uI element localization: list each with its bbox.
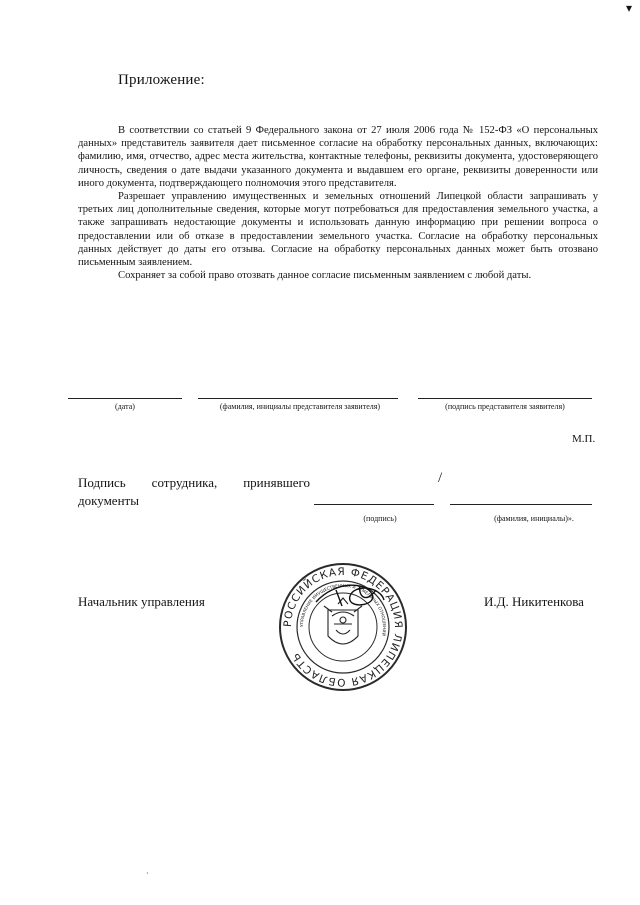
seal-outer-text: РОССИЙСКАЯ ФЕДЕРАЦИЯ ЛИПЕЦКАЯ ОБЛАСТЬ (281, 565, 405, 689)
signature-separator: / (438, 470, 443, 486)
name-caption: (фамилия, инициалы представителя заявителя) (219, 402, 381, 411)
paragraph-consent: В соответствии со статьей 9 Федерального закона от 27 июля 2006 года № 152-ФЗ «О персональных данных» представитель заявителя дает письменное согласие на обработку персональных данных, включающих: фамилию, имя, отчество, адрес места жительства, контактные телефоны, реквизиты документа, удостоверяющего личность, сведения о дате выдачи указанного документа и выдавшем его органе, реквизиты доверенности или иного документа, подтверждающего полномочия этого представителя. (78, 125, 598, 189)
stamp-place-label: М.П. (572, 433, 596, 445)
position-title: Начальник управления (78, 594, 205, 609)
signature-caption: (подпись представителя заявителя) (445, 402, 565, 411)
signature-line (418, 398, 592, 399)
official-name: И.Д. Никитенкова (484, 594, 584, 609)
scan-speck: · (146, 869, 149, 878)
paragraph-permission: Разрешает управлению имущественных и земельных отношений Липецкой области запрашивать у третьих лиц дополнительные сведения, которые могут потребоваться для предоставления земельного участка, а также запрашивать недостающие документы и использовать данную информацию при решении вопроса о предоставлении или об отказе в предоставлении земельного участка. Согласие на обработку персональных данных действует до даты его отзыва. Согласие на обработку персональных данных может быть отозвано письменным заявлением. (78, 191, 598, 269)
staff-name-caption: (фамилия, инициалы)». (494, 514, 574, 523)
name-line (198, 398, 398, 399)
date-line (68, 398, 182, 399)
paragraph-revocation: Сохраняет за собой право отозвать данное согласие письменным заявлением с любой даты. (118, 270, 532, 282)
staff-signature-line (314, 504, 434, 505)
seal-inner-text: УПРАВЛЕНИЕ ИМУЩЕСТВЕННЫХ И ЗЕМЕЛЬНЫХ ОТНОШЕНИЙ (298, 582, 388, 637)
official-seal-icon (276, 560, 410, 694)
corner-mark: ▾ (626, 1, 633, 15)
staff-signature-label: Подпись сотрудника, принявшего документы (78, 475, 310, 508)
date-caption: (дата) (115, 402, 135, 411)
staff-signature-caption: (подпись) (363, 514, 397, 523)
document-heading: Приложение: (118, 72, 205, 88)
consent-text (78, 124, 598, 282)
staff-name-line (450, 504, 592, 505)
